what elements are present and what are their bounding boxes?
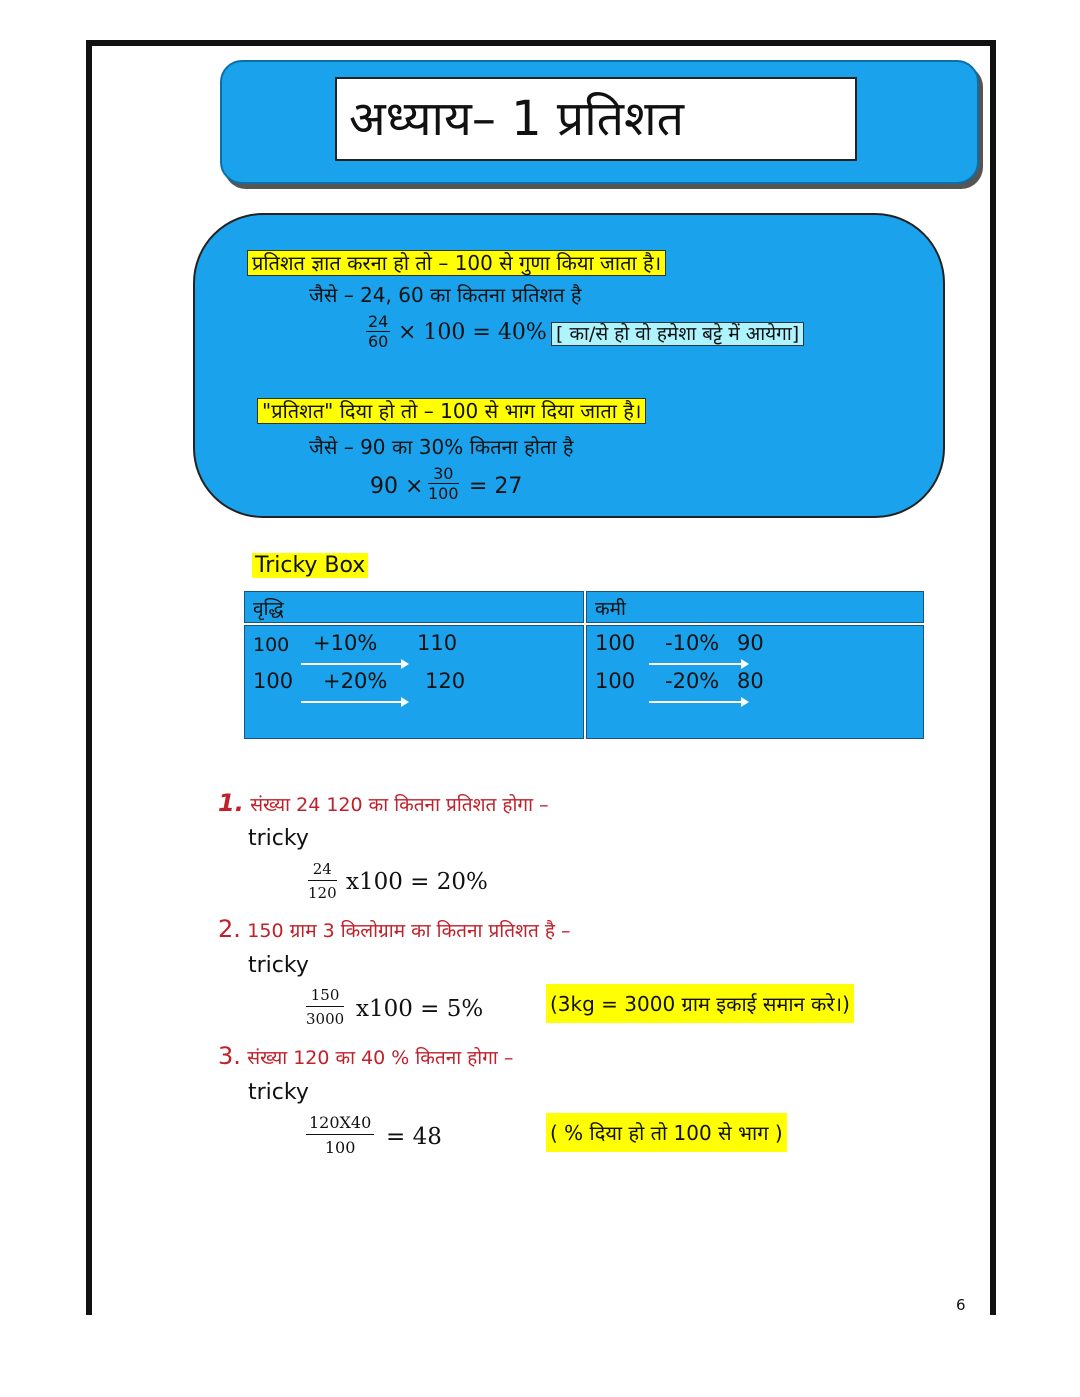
increase-row-1-change: +10% [313,631,378,655]
question-3-note: ( % दिया हो तो 100 से भाग ) [546,1113,787,1152]
decrease-header-cell [586,591,924,623]
increase-header: वृद्धि [253,598,284,620]
chapter-title: अध्याय– 1 प्रतिशत [335,77,857,161]
question-3-expression: = 48 [386,1124,442,1150]
rule-multiply-text: प्रतिशत ज्ञात करना हो तो – 100 से गुणा किया जाता है। [247,250,666,276]
example-2-numerator: 30 [428,464,459,484]
decrease-row-2-result: 80 [737,669,764,693]
question-3-fraction [306,1113,374,1157]
question-1-denominator: 120 [308,884,337,902]
note-1 [551,320,804,346]
question-2-fraction [306,986,344,1028]
example-1-fraction [366,312,390,351]
decrease-row-2-base: 100 [595,669,636,693]
tricky-box-table [244,591,924,739]
question-2-expression: x100 = 5% [356,996,484,1022]
question-2-text: 150 ग्राम 3 किलोग्राम का कितना प्रतिशत है – [247,920,571,942]
question-1-fraction [308,860,337,902]
question-3-text: संख्या 120 का 40 % कितना होगा – [247,1047,514,1069]
example-2: जैसे – 90 का 30% कितना होता है [309,435,574,459]
page-border-right [990,40,996,1315]
increase-row-2-result: 120 [425,669,466,693]
question-1 [218,789,549,817]
decrease-row-1-base: 100 [595,631,636,655]
question-2-numerator: 150 [306,986,344,1007]
decrease-row-2-arrow [649,701,747,703]
example-2-denominator: 100 [428,484,459,503]
example-1-expression: × 100 = 40% [398,320,547,345]
increase-body-cell [244,625,584,739]
question-1-text: संख्या 24 120 का कितना प्रतिशत होगा – [250,794,549,816]
rule-divide-text: "प्रतिशत" दिया हो तो – 100 से भाग दिया जाता है। [257,398,646,424]
question-2-label: tricky [248,953,309,978]
increase-row-2-arrow [301,701,407,703]
example-2-fraction [428,464,459,503]
example-2-prefix: 90 × [370,474,424,499]
question-3-numerator: 120X40 [306,1113,374,1135]
increase-row-1-result: 110 [417,631,458,655]
page-border-left [86,40,92,1315]
example-1-numerator: 24 [368,312,389,331]
increase-row-1-base: 100 [253,634,290,656]
question-3-label: tricky [248,1080,309,1105]
decrease-row-1-change: -10% [665,631,720,655]
question-1-label: tricky [248,826,309,851]
example-1-denominator: 60 [368,332,389,351]
decrease-row-2-change: -20% [665,669,720,693]
question-1-expression: x100 = 20% [346,869,488,895]
question-2-number: 2. [218,915,241,943]
increase-header-cell [244,591,584,623]
decrease-row-1-result: 90 [737,631,764,655]
question-1-number: 1. [218,789,244,817]
tricky-box-label: Tricky Box [252,553,368,578]
question-2-note: (3kg = 3000 ग्राम इकाई समान करे।) [546,984,854,1023]
decrease-row-1-arrow [649,663,747,665]
example-1: जैसे – 24, 60 का कितना प्रतिशत है [309,283,582,307]
example-2-result: = 27 [469,474,523,499]
decrease-header: कमी [595,598,626,620]
rule-divide [257,397,646,424]
question-3 [218,1042,513,1070]
increase-row-1-arrow [301,663,407,665]
increase-row-2-change: +20% [323,669,388,693]
question-3-number: 3. [218,1042,241,1070]
rule-multiply [247,249,666,276]
question-1-numerator: 24 [308,860,337,881]
page-number: 6 [956,1296,966,1314]
increase-row-2-base: 100 [253,669,294,693]
question-3-denominator: 100 [324,1138,356,1157]
decrease-body-cell [586,625,924,739]
note-1-text: [ का/से हो वो हमेशा बट्टे में आयेगा] [551,322,804,346]
question-2 [218,915,570,943]
question-2-denominator: 3000 [306,1010,345,1028]
page-border-top [86,40,996,46]
